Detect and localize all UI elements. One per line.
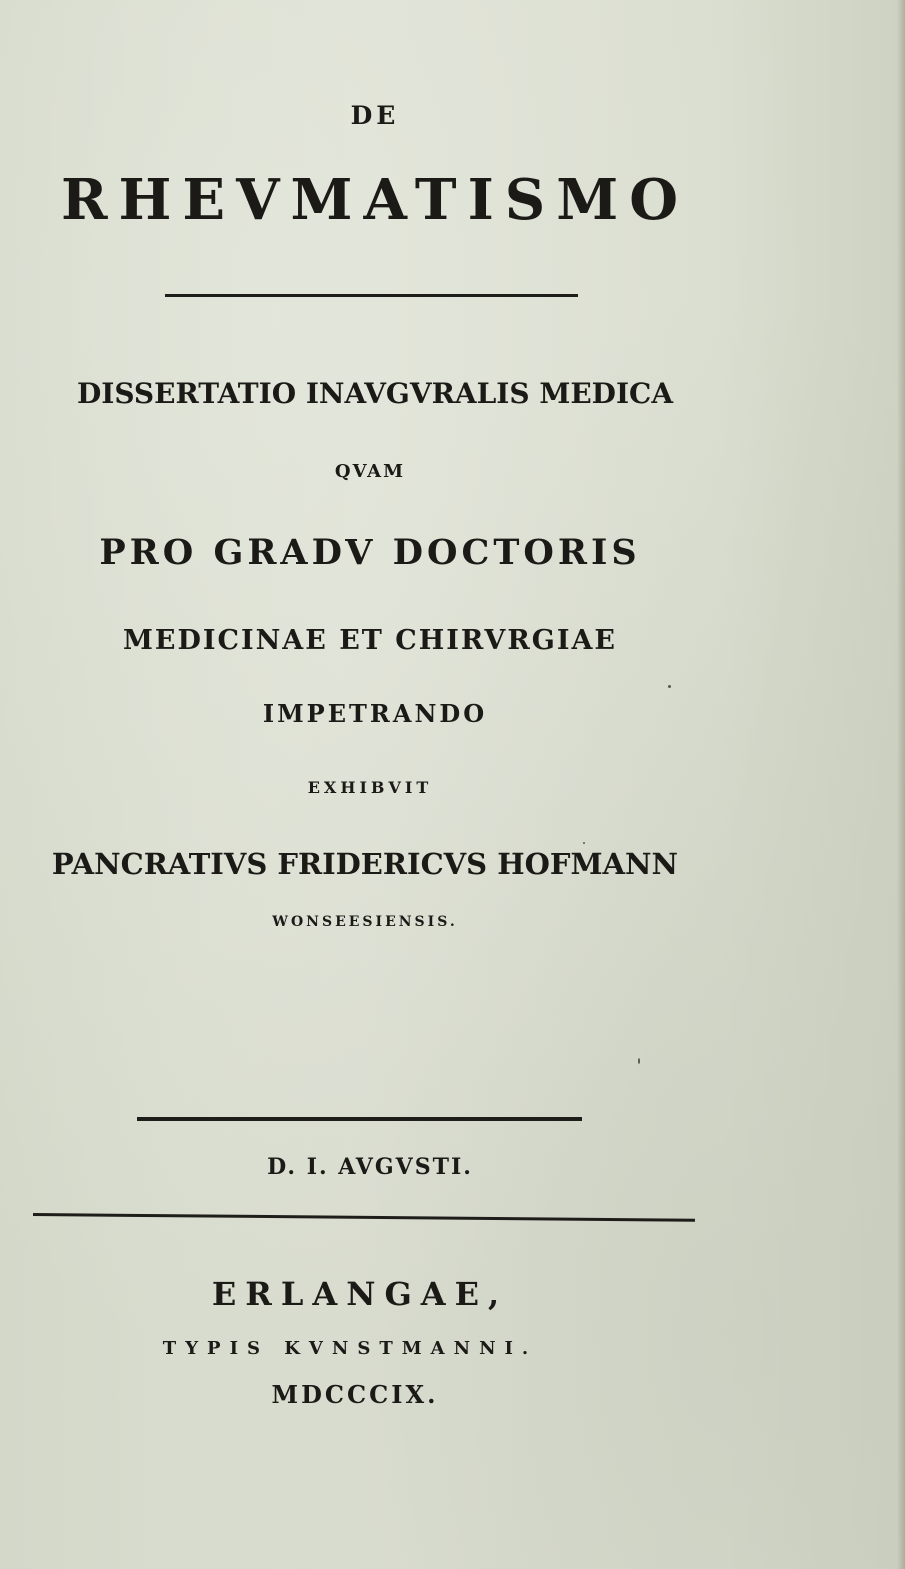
date-line: D. I. AVGVSTI.	[267, 1154, 473, 1180]
heading-de: DE	[350, 101, 400, 130]
impetrando-line: IMPETRANDO	[262, 699, 488, 728]
year-line: MDCCCIX.	[271, 1380, 439, 1409]
author-name: PANCRATIVS FRIDERICVS HOFMANN	[51, 847, 679, 881]
printer-line: TYPIS KVNSTMANNI.	[162, 1338, 538, 1359]
top-rule	[165, 294, 578, 297]
ink-speck	[668, 685, 671, 688]
medicinae-line: MEDICINAE ET CHIRVRGIAE	[122, 625, 618, 656]
page-edge-shadow	[897, 0, 905, 1569]
dissertation-line: DISSERTATIO INAVGVRALIS MEDICA	[76, 377, 674, 410]
exhibuit-line: EXHIBVIT	[307, 778, 433, 797]
middle-rule	[137, 1117, 582, 1121]
main-title: RHEVMATISMO	[60, 167, 690, 233]
ink-speck	[583, 842, 585, 844]
author-origin: WONSEESIENSIS.	[272, 914, 458, 930]
quam-line: QVAM	[334, 461, 406, 482]
ink-speck	[638, 1058, 640, 1064]
city-line: ERLANGAE,	[211, 1275, 509, 1313]
pro-gradu-line: PRO GRADV DOCTORIS	[99, 532, 641, 573]
lower-rule	[33, 1213, 695, 1222]
